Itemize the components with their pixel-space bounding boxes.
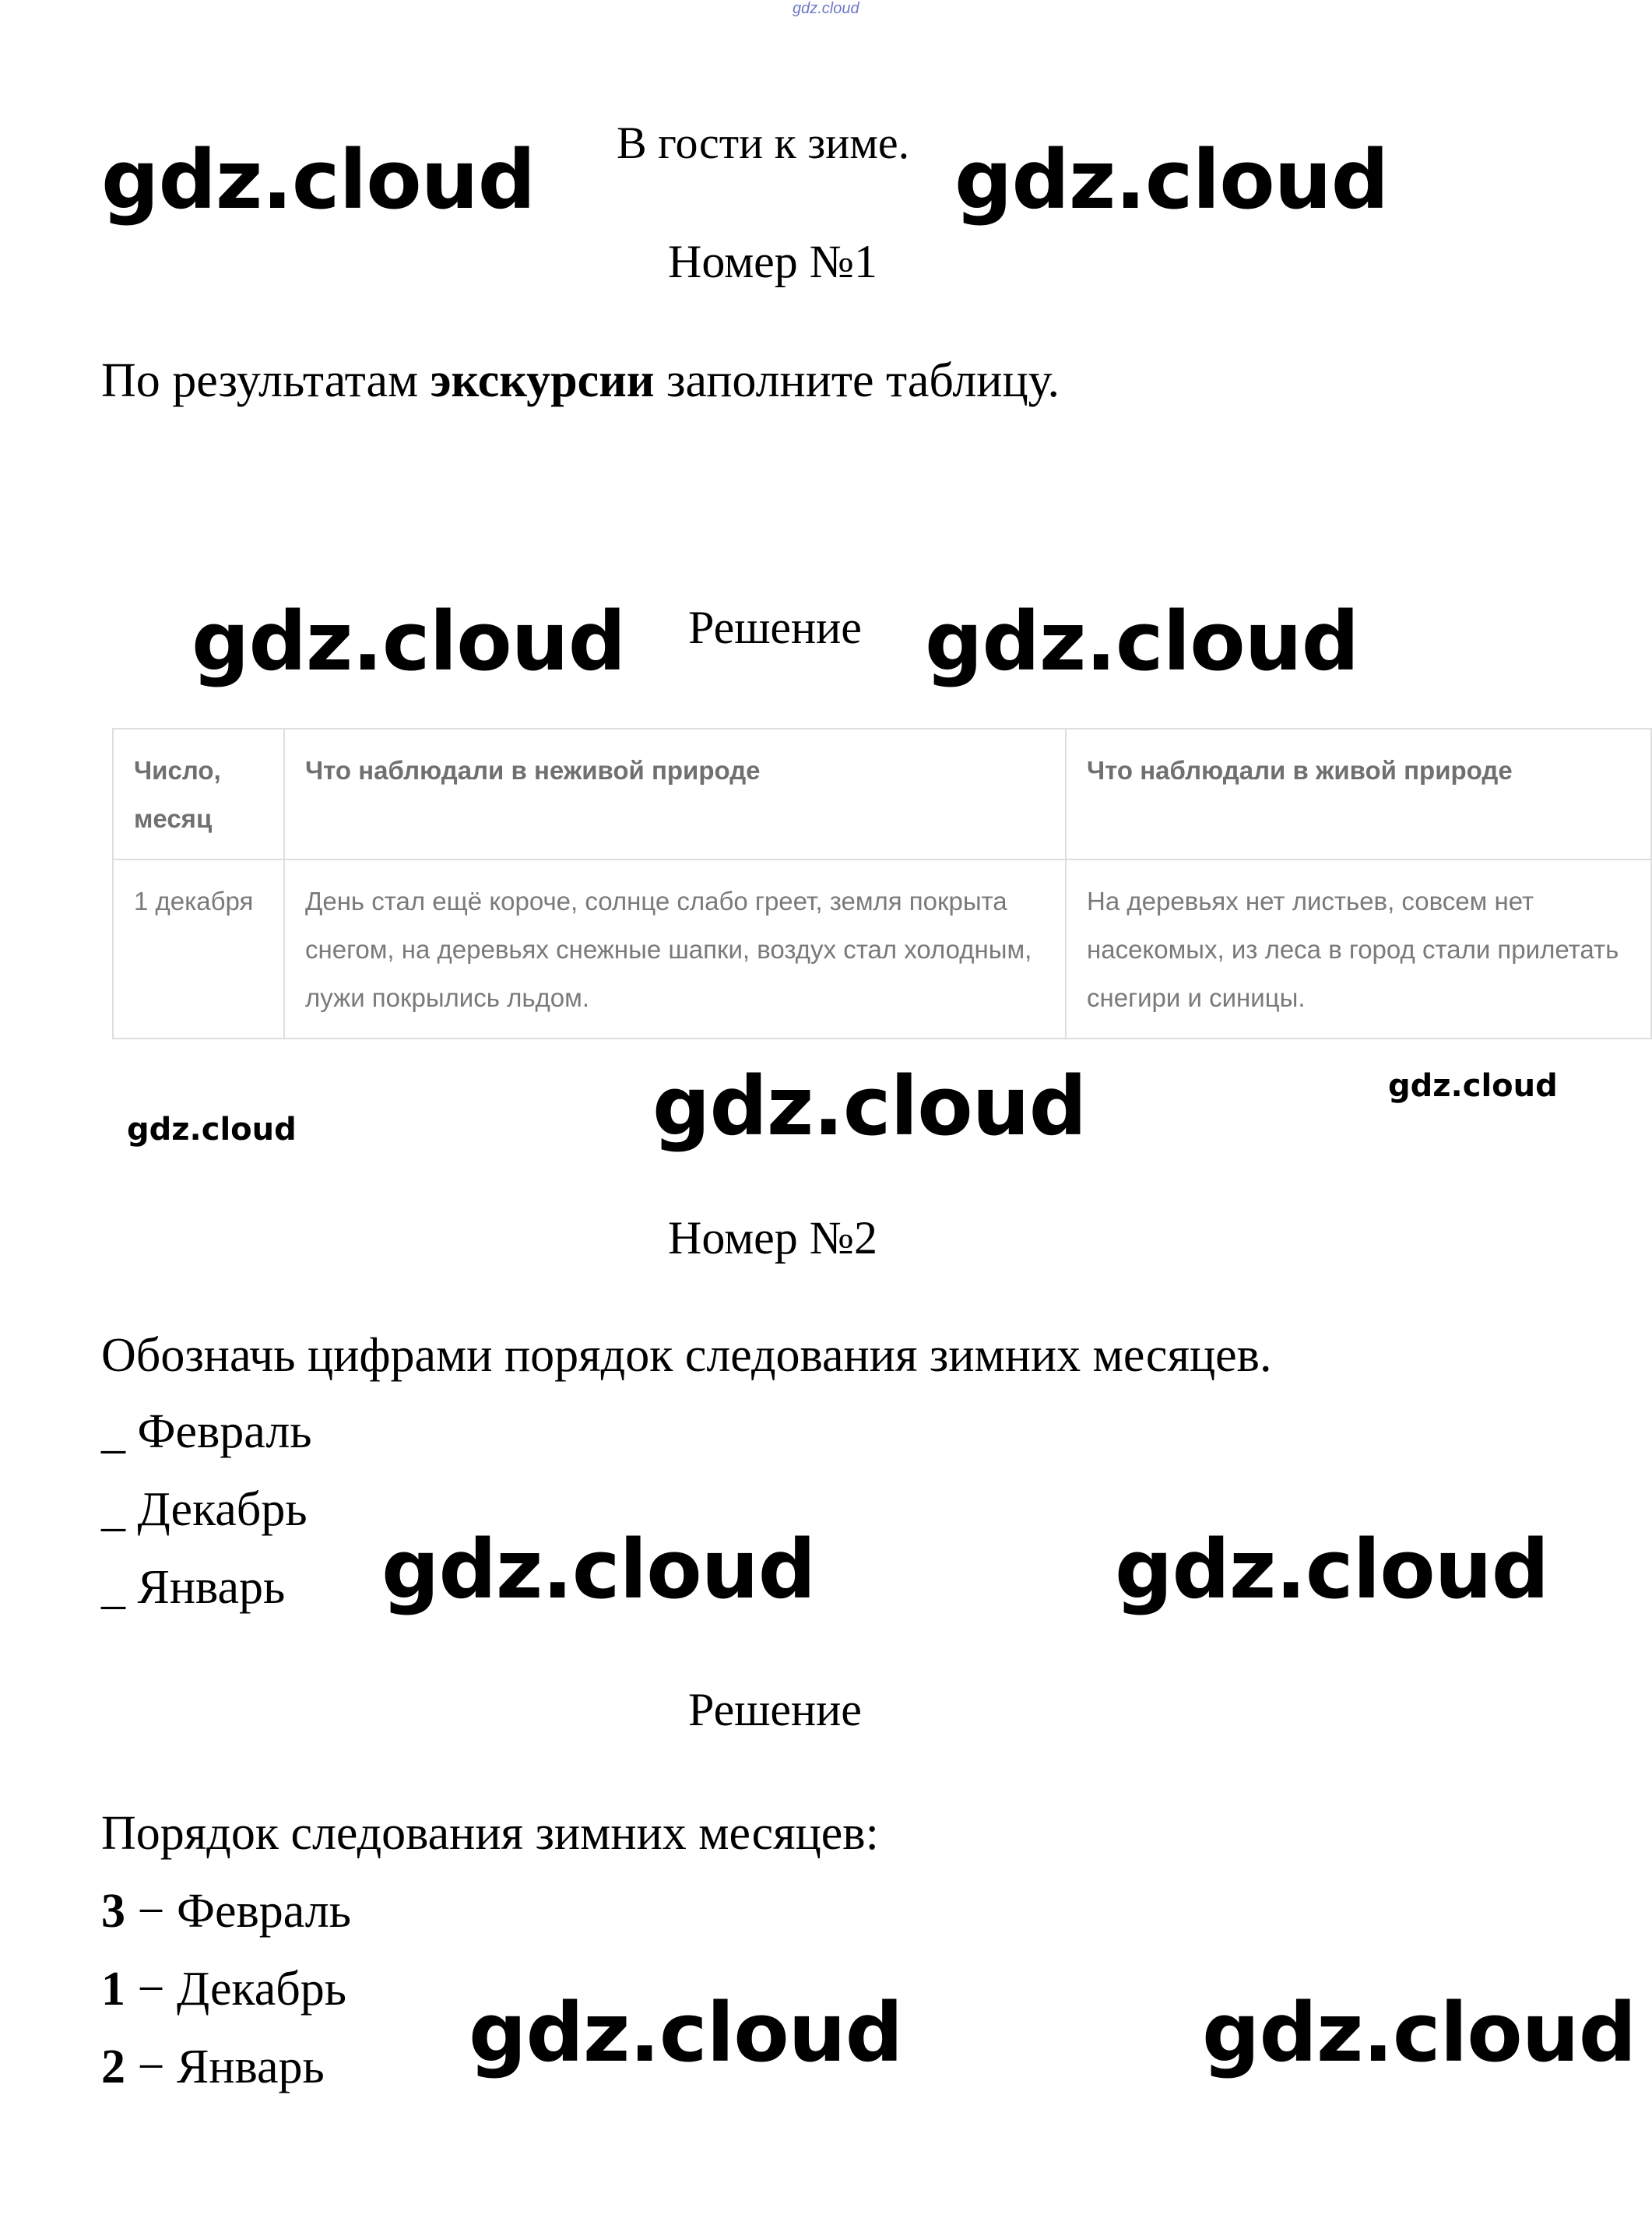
answer-item: 1 − Декабрь <box>101 1963 347 2016</box>
task2-item-january: _ Январь <box>101 1561 286 1614</box>
watermark-logo: gdz.cloud <box>652 1059 1087 1154</box>
watermark-logo: gdz.cloud <box>954 132 1389 227</box>
task2-question: Обозначь цифрами порядок следования зимних месяцев. <box>101 1329 1272 1382</box>
table-cell-living: На деревьях нет листьев, совсем нет насекомых, из леса в город стали прилетать снегири и синицы. <box>1066 859 1651 1039</box>
task1-question-bold: экскурсии <box>430 354 655 407</box>
table-header-living: Что наблюдали в живой природе <box>1066 729 1651 859</box>
watermark-logo-small: gdz.cloud <box>127 1112 297 1148</box>
watermark-logo: gdz.cloud <box>925 594 1359 689</box>
top-watermark: gdz.cloud <box>793 0 859 17</box>
watermark-logo: gdz.cloud <box>1202 1985 1636 2080</box>
task2-item-december: _ Декабрь <box>101 1483 308 1536</box>
page-title: В гости к зиме. <box>617 118 910 168</box>
watermark-logo: gdz.cloud <box>101 132 536 227</box>
table-header-row <box>113 729 1651 859</box>
answer-item: 2 − Январь <box>101 2040 325 2093</box>
task2-item-february: _ Февраль <box>101 1405 312 1458</box>
table-header-nonliving: Что наблюдали в неживой природе <box>284 729 1066 859</box>
watermark-logo: gdz.cloud <box>1115 1522 1549 1617</box>
answer-item: 3 − Февраль <box>101 1885 352 1938</box>
task2-answer-intro: Порядок следования зимних месяцев: <box>101 1807 879 1860</box>
table-header-date: Число, месяц <box>113 729 284 859</box>
watermark-logo: gdz.cloud <box>381 1522 816 1617</box>
table-cell-nonliving: День стал ещё короче, солнце слабо греет, земля покрыта снегом, на деревьях снежные шапки, воздух стал холодным, лужи покрылись льдом. <box>284 859 1066 1039</box>
task1-solution-heading: Решение <box>688 602 862 653</box>
task2-solution-heading: Решение <box>688 1684 862 1735</box>
watermark-logo: gdz.cloud <box>469 1985 903 2080</box>
watermark-logo-small: gdz.cloud <box>1388 1068 1558 1104</box>
watermark-logo: gdz.cloud <box>192 594 626 689</box>
observation-table <box>112 728 1652 1039</box>
table-row <box>113 859 1651 1039</box>
task1-heading: Номер №1 <box>668 236 878 287</box>
table-cell-date: 1 декабря <box>113 859 284 1039</box>
task1-question: По результатам экскурсии заполните таблицу. <box>101 354 1060 407</box>
task2-heading: Номер №2 <box>668 1212 878 1264</box>
